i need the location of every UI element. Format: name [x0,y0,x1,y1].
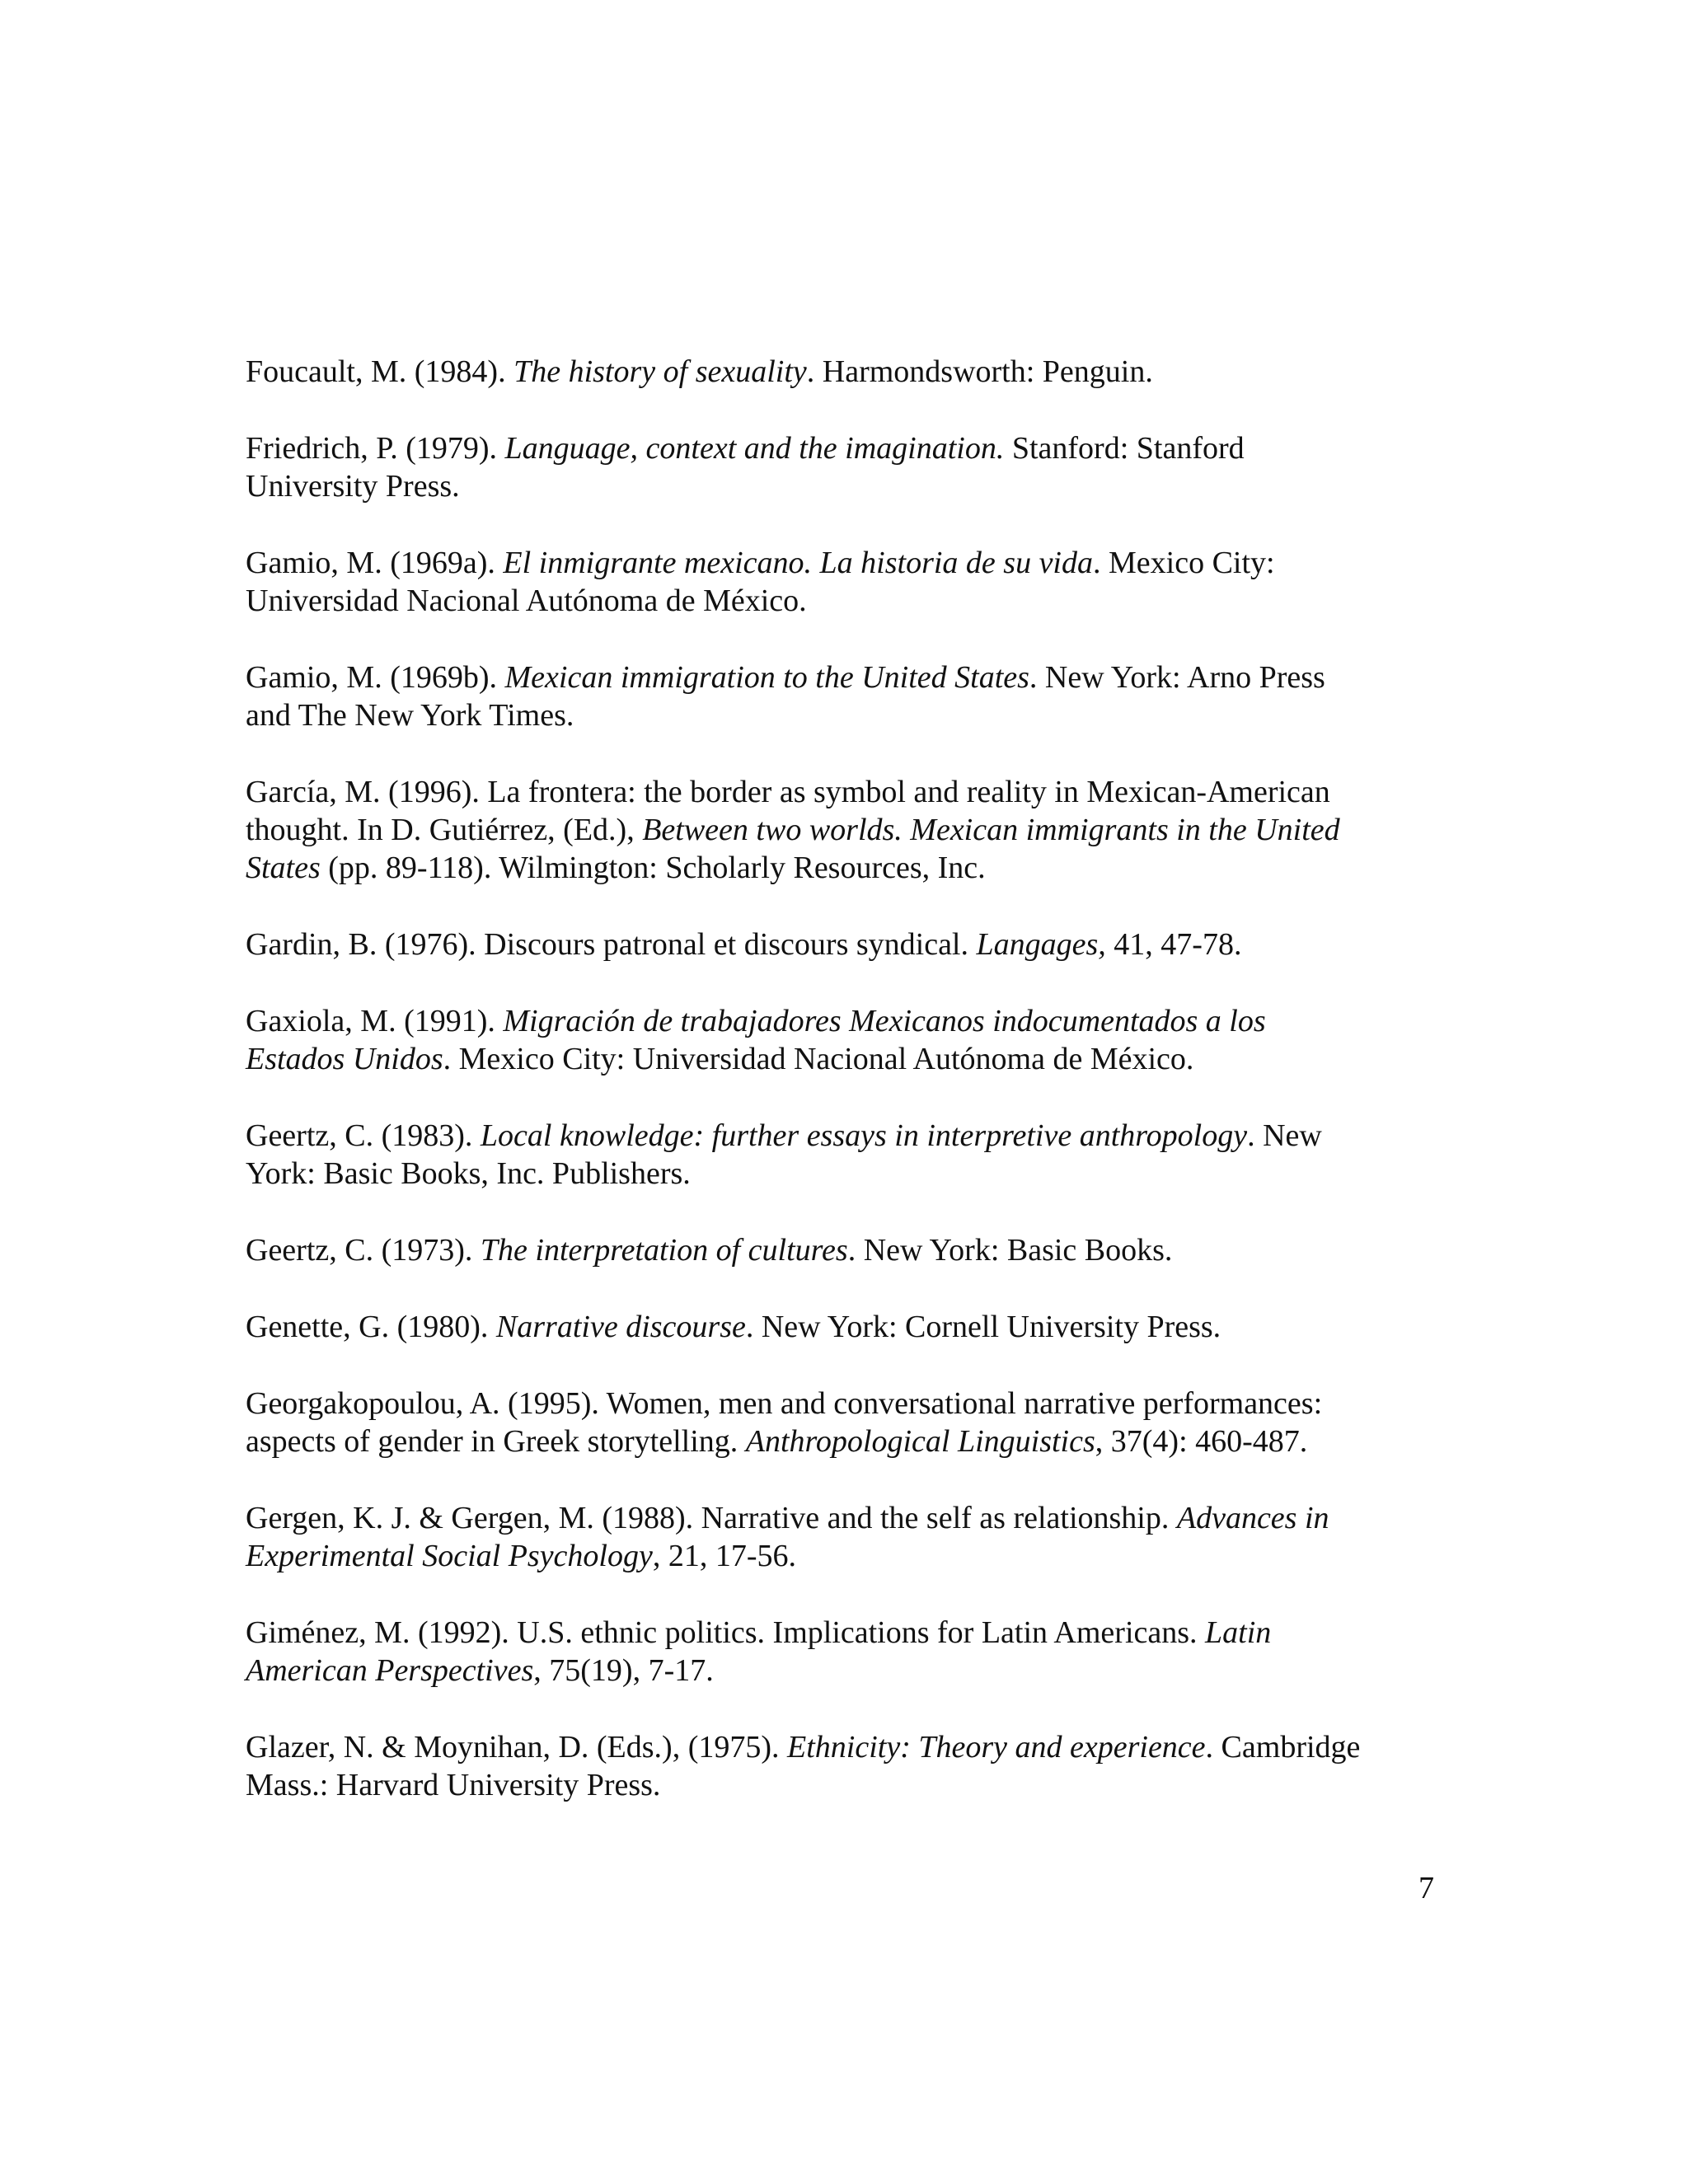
reference-entry [246,773,1432,887]
reference-text: Gaxiola, M. (1991). [246,1004,504,1038]
reference-entry [246,658,1432,734]
reference-title-italic: Mexican immigration to the United States [504,660,1029,695]
reference-text: Mass.: Harvard University Press. [246,1768,661,1802]
reference-text: Geertz, C. (1973). [246,1233,481,1268]
reference-text: Genette, G. (1980). [246,1310,496,1344]
reference-title-italic: Latin [1205,1615,1272,1650]
reference-entry [246,1385,1432,1460]
reference-entry [246,1728,1432,1804]
reference-entry [246,1308,1432,1346]
reference-title-italic: El inmigrante mexicano. La historia de su vida [503,546,1093,580]
reference-text: . New York: Cornell University Press. [745,1310,1221,1344]
reference-title-italic: Anthropological Linguistics [745,1424,1095,1459]
reference-text: Giménez, M. (1992). U.S. ethnic politics. Implications for Latin Americans. [246,1615,1206,1650]
reference-text: . Mexico City: Universidad Nacional Autónoma de México. [443,1042,1194,1076]
reference-text: Gergen, K. J. & Gergen, M. (1988). Narrative and the self as relationship. [246,1501,1177,1535]
reference-entry [246,926,1432,963]
reference-text: York: Basic Books, Inc. Publishers. [246,1156,691,1191]
reference-text: Foucault, M. (1984). [246,354,514,389]
reference-text: Gamio, M. (1969b). [246,660,505,695]
reference-text: , 37(4): 460-487. [1095,1424,1308,1459]
reference-entry [246,1614,1432,1690]
reference-title-italic: American Perspectives [246,1653,534,1688]
reference-text: Gamio, M. (1969a). [246,546,504,580]
reference-text: . New York: Basic Books. [847,1233,1173,1268]
reference-title-italic: The history of sexuality [513,354,807,389]
reference-text: Friedrich, P. (1979). [246,431,505,466]
reference-title-italic: Between two worlds. Mexican immigrants in the United [642,813,1340,847]
reference-entry [246,1499,1432,1575]
reference-title-italic: Migración de trabajadores Mexicanos indocumentados a los [503,1004,1266,1038]
reference-text: 41, 47-78. [1105,927,1242,962]
reference-text: thought. In D. Gutiérrez, (Ed.), [246,813,643,847]
reference-entry [246,1117,1432,1193]
reference-text: . New [1247,1118,1322,1153]
reference-text: and The New York Times. [246,698,574,733]
reference-entry [246,1231,1432,1269]
reference-text: Gardin, B. (1976). Discours patronal et discours syndical. [246,927,977,962]
reference-text: . Cambridge [1205,1730,1361,1765]
reference-text: . Harmondsworth: Penguin. [806,354,1153,389]
reference-text: Universidad Nacional Autónoma de México. [246,583,807,618]
reference-title-italic: Experimental Social Psychology [246,1539,653,1573]
reference-list [246,353,1432,1804]
reference-text: Geertz, C. (1983). [246,1118,481,1153]
reference-text: , 75(19), 7-17. [533,1653,714,1688]
reference-entry [246,544,1432,620]
reference-text: . New York: Arno Press [1029,660,1325,695]
reference-entry [246,353,1432,391]
reference-text: Georgakopoulou, A. (1995). Women, men and conversational narrative performances: [246,1386,1323,1421]
reference-text: University Press. [246,469,460,504]
reference-text: Stanford: Stanford [1004,431,1245,466]
reference-title-italic: Advances in [1176,1501,1329,1535]
reference-text: García, M. (1996). La frontera: the border as symbol and reality in Mexican-American [246,775,1330,809]
reference-title-italic: Local knowledge: further essays in interpretive anthropology [480,1118,1248,1153]
reference-title-italic: Language, context and the imagination. [504,431,1005,466]
reference-title-italic: States [246,851,321,885]
reference-text: Glazer, N. & Moynihan, D. (Eds.), (1975). [246,1730,788,1765]
reference-title-italic: Narrative discourse [495,1310,746,1344]
reference-title-italic: The interpretation of cultures [480,1233,848,1268]
reference-text: , 21, 17-56. [652,1539,797,1573]
reference-text: . Mexico City: [1093,546,1275,580]
reference-entry [246,429,1432,505]
reference-title-italic: Estados Unidos [246,1042,443,1076]
reference-title-italic: Ethnicity: Theory and experience [787,1730,1206,1765]
reference-title-italic: Langages, [976,927,1106,962]
reference-entry [246,1002,1432,1078]
page-number: 7 [1418,1871,1434,1905]
reference-text: aspects of gender in Greek storytelling. [246,1424,746,1459]
reference-text: (pp. 89-118). Wilmington: Scholarly Resources, Inc. [320,851,986,885]
